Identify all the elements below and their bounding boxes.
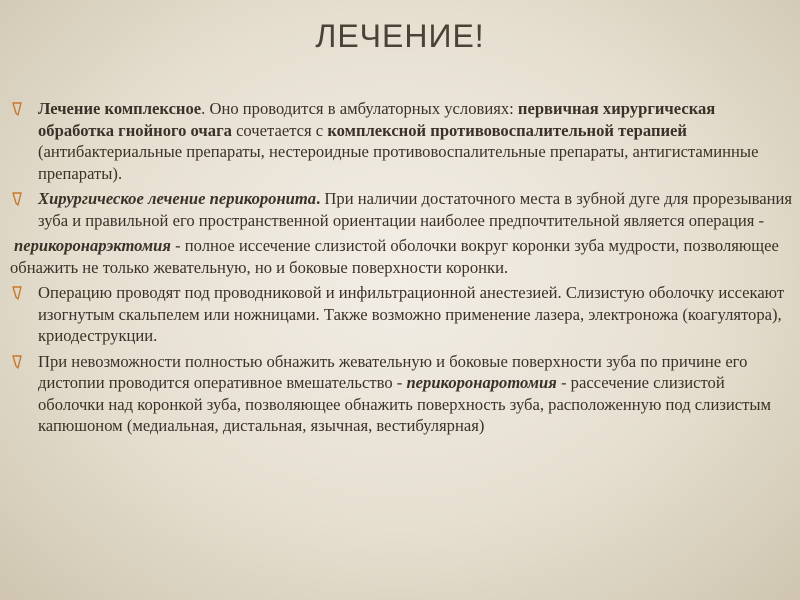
text-segment: первичная хирургическая обработка гнойного очага	[38, 99, 716, 140]
paragraph-1	[10, 98, 792, 184]
text-segment: При невозможности полностью обнажить жевательную и боковые поверхности зуба по причине его дистопии проводится оперативное вмешательство -	[38, 351, 748, 392]
text-segment: (антибактериальные препараты, нестероидные противовоспалительные препараты, антигистаминные препараты).	[38, 142, 759, 183]
text-segment: комплексной противовоспалительной терапией	[327, 120, 687, 140]
paragraph-5	[10, 351, 792, 437]
text-segment: перикоронарэктомия	[14, 236, 171, 255]
bullet-icon	[10, 98, 24, 119]
text-segment: При наличии достаточного места в зубной дуге для прорезывания зуба и правильной его пространственной ориентации наиболее предпочтительной является операция -	[38, 189, 792, 230]
text-segment: Хирургическое лечение перикоронита	[38, 189, 317, 208]
paragraph-4	[10, 282, 792, 347]
text-segment: - полное иссечение слизистой оболочки вокруг коронки зуба мудрости, позволяющее обнажить не только жевательную, но и боковые поверхности коронки.	[10, 236, 779, 277]
slide-content	[10, 98, 792, 441]
paragraph-2	[10, 188, 792, 231]
text-segment: - рассечение слизистой оболочки над коронкой зуба, позволяющее обнажить поверхность зуба, расположенную под слизистым капюшоном (медиальная, дистальная, язычная, вестибулярная)	[38, 373, 772, 435]
text-segment: Лечение комплексное	[38, 99, 202, 118]
bullet-icon	[10, 188, 24, 209]
text-segment: перикоронаротомия	[406, 373, 557, 392]
text-segment: Операцию проводят под проводниковой и инфильтрационной анестезией. Слизистую оболочку иссекают изогнутым скальпелем или ножницами. Также возможно применение лазера, электроножа (коагулятора), криодеструкции.	[38, 283, 785, 345]
bullet-icon	[10, 351, 24, 372]
text-segment: .	[316, 189, 321, 208]
slide-title: ЛЕЧЕНИЕ!	[315, 18, 485, 54]
paragraph-3	[10, 235, 792, 278]
text-segment: сочетается с	[231, 120, 328, 140]
bullet-icon	[10, 282, 24, 303]
text-segment: . Оно проводится в амбулаторных условиях:	[201, 99, 518, 118]
